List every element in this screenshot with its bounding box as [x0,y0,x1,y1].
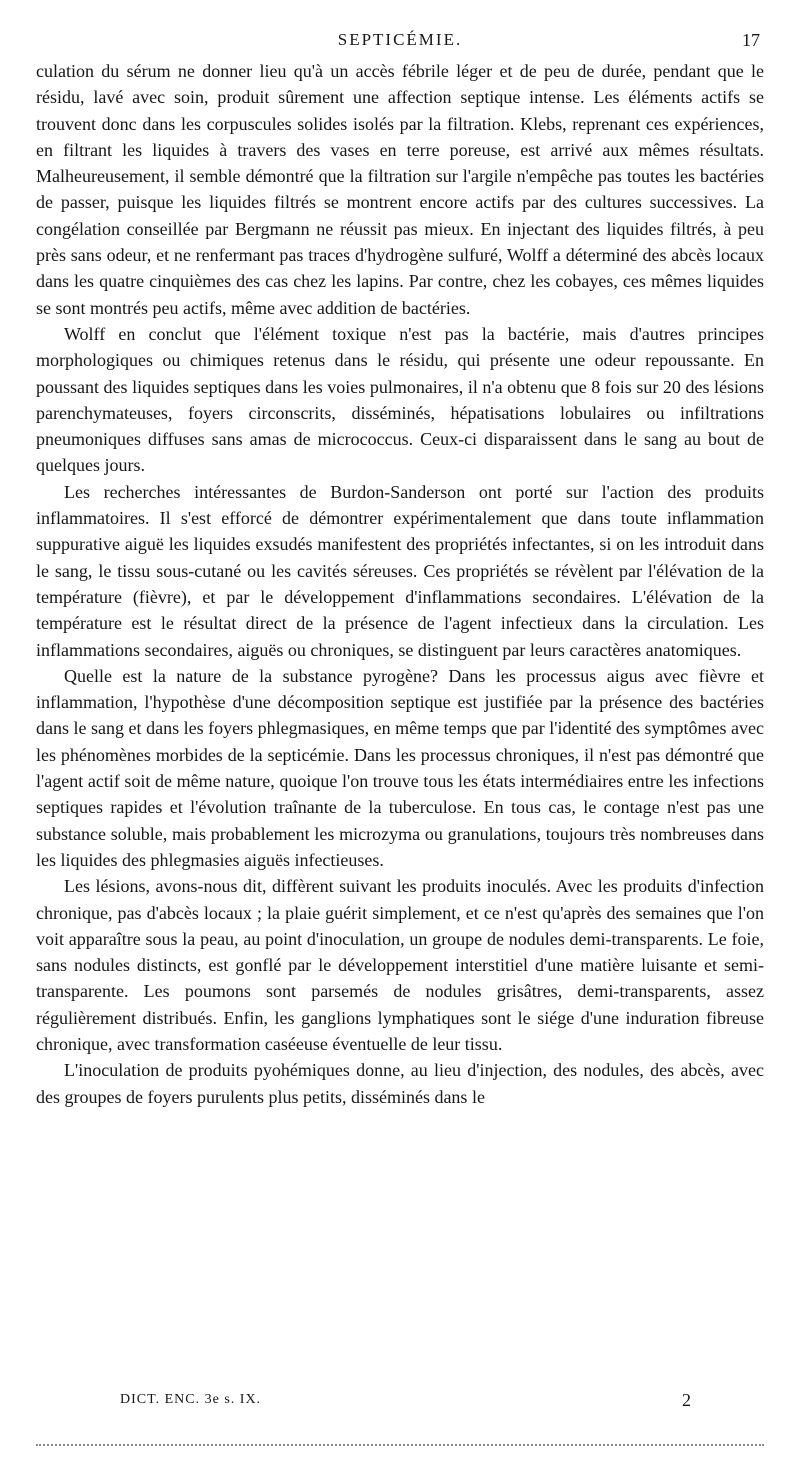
paragraph-6: L'inoculation de produits pyohémiques donne, au lieu d'injection, des nodules, des abcès, avec des groupes de foyers purulents plus petits, disséminés dans le [36,1060,764,1107]
sheet-number: 2 [682,1390,692,1410]
dotted-rule [36,1444,764,1446]
running-header [36,24,764,54]
body-text [36,58,764,1110]
paragraph-4: Quelle est la nature de la substance pyrogène? Dans les processus aigus avec fièvre et inflammation, l'hypothèse d'une décomposition septique est justifiée par la présence des bactéries dans le sang et dans les foyers phlegmasiques, en même temps que par l'identité des symptômes avec les phénomènes morbides de la septicémie. Dans les processus chroniques, il n'est pas démontré que l'agent actif soit de même nature, quoique l'on trouve tous les états intermédiaires entre les infections septiques rapides et l'évolution traînante de la tuberculose. En tous cas, le contage n'est pas une substance soluble, mais probablement les microzyma ou granulations, toujours très nombreuses dans les liquides des phlegmasies aiguës infectieuses. [36,665,764,870]
paragraph-3: Les recherches intéressantes de Burdon-Sanderson ont porté sur l'action des produits inflammatoires. Il s'est efforcé de démontrer expérimentalement que dans toute inflammation suppurative aiguë les liquides exsudés manifestent des propriétés infectantes, si on les introduit dans le sang, le tissu sous-cutané ou les cavités séreuses. Ces propriétés se révèlent par l'élévation de la température (fièvre), et par le développement d'inflammations secondaires. L'élévation de la température est le résultat direct de la présence de l'agent infectieux dans la circulation. Les inflammations secondaires, aiguës ou chroniques, se distinguent par leurs caractères anatomiques. [36,481,764,660]
paragraph-2: Wolff en conclut que l'élément toxique n'est pas la bactérie, mais d'autres principes morphologiques ou chimiques retenus dans le résidu, qui présente une odeur repoussante. En poussant des liquides septiques dans les voies pulmonaires, il n'a obtenu que 8 fois sur 20 des lésions parenchymateuses, foyers circonscrits, disséminés, hépatisations lobulaires ou infiltrations pneumoniques diffuses sans amas de micrococcus. Ceux-ci disparaissent dans le sang au bout de quelques jours. [36,323,764,476]
page-footer [36,1390,764,1420]
paragraph-5: Les lésions, avons-nous dit, diffèrent suivant les produits inoculés. Avec les produits d'infection chronique, pas d'abcès locaux ; la plaie guérit simplement, et ce n'est qu'après des semaines que l'on voit apparaître sous la peau, au point d'inoculation, un groupe de nodules demi-transparents. Le foie, sans nodules distincts, est gonflé par le développement interstitiel d'une matière luisante et semi-transparente. Les poumons sont parsemés de nodules grisâtres, demi-transparents, assez régulièrement distribués. Enfin, les ganglions lymphatiques sont le siége d'une induration fibreuse chronique, avec transformation caséeuse éventuelle de leur tissu. [36,876,764,1054]
running-title: SEPTICÉMIE. [337,30,463,49]
page-number: 17 [742,30,760,50]
paragraph-1: culation du sérum ne donner lieu qu'à un accès fébrile léger et de peu de durée, pendant que le résidu, lavé avec soin, produit sûrement une affection septique intense. Les éléments actifs se trouvent donc dans les corpuscules solides isolés par la filtration. Klebs, reprenant ces expériences, en filtrant les liquides à travers des vases en terre poreuse, est arrivé aux mêmes résultats. Malheureusement, il semble démontré que la filtration sur l'argile n'empêche pas toutes les bactéries de passer, puisque les liquides filtrés se montrent encore actifs par des cultures successives. La congélation conseillée par Bergmann ne réussit pas mieux. En injectant des liquides filtrés, à peu près sans odeur, et ne renfermant pas traces d'hydrogène sulfuré, Wolff a déterminé des abcès locaux dans les quatre cinquièmes des cas chez les lapins. Par contre, chez les cobayes, ces mêmes liquides se sont montrés peu actifs, même avec addition de bactéries. [36,61,764,318]
printer-signature: DICT. ENC. 3e s. IX. [120,1392,262,1407]
